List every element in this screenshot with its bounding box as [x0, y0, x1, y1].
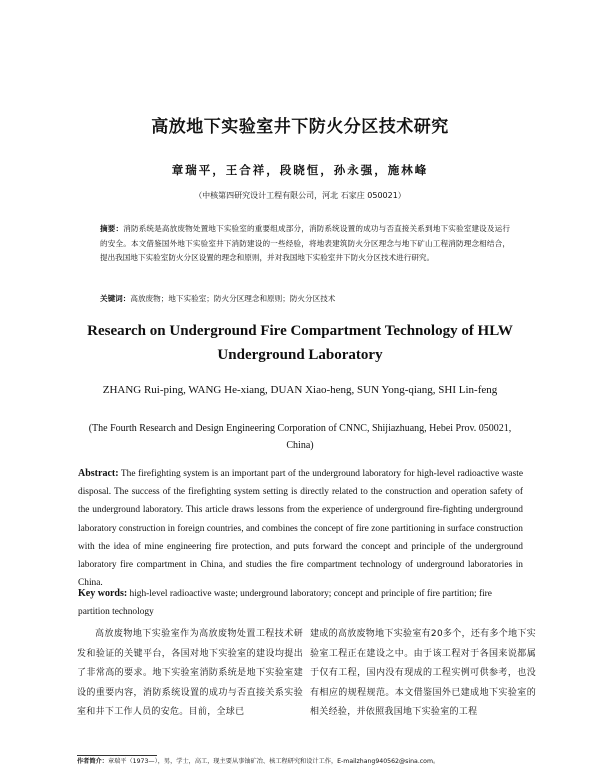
- chinese-keywords-label: 关键词：: [100, 294, 131, 303]
- english-abstract-text: The firefighting system is an important part of the underground laboratory for high-level radioactive waste disposal. The success of the firefighting system setting is directly related to the construction and operation safety of the underground laboratory. This article draws lessons from the experience of underground fire-fighting underground laboratory construction in foreign countries, and combines the concept of fire zone partitioning in surface construction with the idea of mine engineering fire protection, and puts forward the concept and principle of the underground laboratory fire compartment in China, and studies the fire compartment technology of underground laboratories in China.: [78, 469, 523, 589]
- chinese-abstract-text: 消防系统是高放废物处置地下实验室的重要组成部分，消防系统设置的成功与否直接关系到地下实验室建设及运行的安全。本文借鉴国外地下实验室井下消防建设的一些经验，将地表建筑防火分区理念与地下矿山工程消防理念相结合，提出我国地下实验室防火分区设置的理念和原则，并对我国地下实验室井下防火分区技术进行研究。: [100, 224, 510, 263]
- chinese-affiliation: （中核第四研究设计工程有限公司，河北 石家庄 050021）: [194, 191, 406, 200]
- author-footnote: [77, 757, 537, 767]
- english-affiliation: (The Fourth Research and Design Engineering Corporation of CNNC, Shijiazhuang, Hebei Prov. 050021, China): [88, 423, 512, 451]
- english-keywords-text: high-level radioactive waste; underground laboratory; concept and principle of fire partition; fire partition technology: [78, 589, 492, 617]
- english-title: Research on Underground Fire Compartment Technology of HLW Underground Laboratory: [87, 323, 513, 363]
- chinese-keywords: [100, 292, 510, 305]
- chinese-abstract-label: 摘要：: [100, 224, 124, 233]
- footnote-text: 章瑞平（1973—），男，学士，高工，现主要从事铀矿冶、核工程研究和设计工作，E-mailzhang940562@sina.com。: [107, 758, 440, 765]
- body-column-left: 高放废物地下实验室作为高放废物处置工程技术研发和验证的关键平台，各国对地下实验室的建设均提出了非常高的要求。地下实验室消防系统是地下实验室建设的重要内容，消防系统设置的成功与否直接关系实验室和井下工作人员的安危。目前，全球已: [77, 629, 303, 718]
- chinese-abstract: [100, 222, 510, 266]
- english-abstract: [78, 465, 523, 592]
- english-keywords: [78, 585, 523, 621]
- chinese-authors: 章瑞平，王合祥，段晓恒，孙永强，施林峰: [171, 163, 429, 177]
- english-keywords-label: Key words:: [78, 588, 128, 599]
- chinese-keywords-text: 高放废物；地下实验室；防火分区理念和原则；防火分区技术: [130, 294, 336, 303]
- english-abstract-label: Abstract:: [78, 468, 119, 479]
- english-authors: ZHANG Rui-ping, WANG He-xiang, DUAN Xiao-heng, SUN Yong-qiang, SHI Lin-feng: [102, 384, 498, 396]
- chinese-title: 高放地下实验室井下防火分区技术研究: [151, 117, 449, 137]
- footnote-label: 作者简介：: [77, 758, 108, 765]
- body-column-right: 建成的高放废物地下实验室有20多个，还有多个地下实验室工程正在建设之中。由于该工程对于各国来说都属于仅有工程，国内没有现成的工程实例可供参考，也没有相应的规程规范。本文借鉴国外已建成地下实验室的相关经验，并依照我国地下实验室的工程: [310, 629, 536, 718]
- footnote-divider: [77, 755, 157, 756]
